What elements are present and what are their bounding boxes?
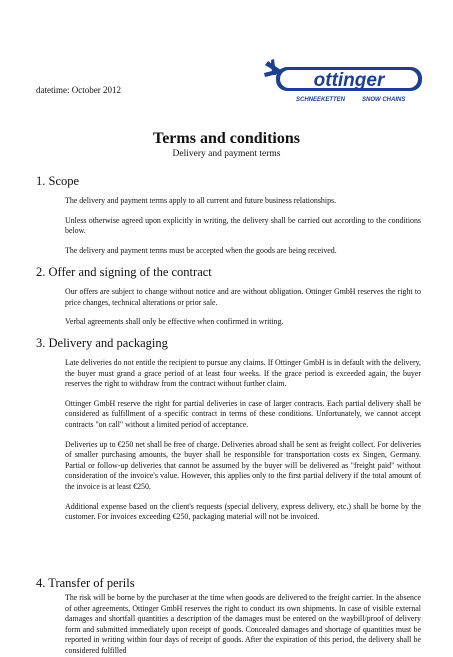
paragraph: Unless otherwise agreed upon explicitly in writing, the delivery shall be carried out according to the conditions below. [65, 215, 421, 236]
section-heading: 1. Scope [36, 174, 80, 188]
document-subtitle: Delivery and payment terms [172, 149, 281, 159]
datetime-line: datetime: October 2012 [36, 85, 121, 95]
document-title: Terms and conditions [153, 130, 300, 147]
paragraph: Late deliveries do not entitle the recipient to pursue any claims. If Ottinger GmbH is in default with the delivery, the buyer must grand a grace period of at least four weeks. If the grace period is exceeded again, the buyer reserves the right to withdraw from the contract without further claim. [65, 358, 421, 389]
section-heading: 2. Offer and signing of the contract [36, 265, 212, 279]
paragraph: The delivery and payment terms apply to all current and future business relationships. [65, 196, 337, 205]
logo-graphic [262, 57, 422, 105]
paragraph: Verbal agreements shall only be effective when confirmed in writing. [65, 317, 284, 327]
logo-wordmark: ottinger [313, 70, 385, 91]
paragraph: Our offers are subject to change without notice and are without obligation. Ottinger GmbH reserves the right to price changes, technical alterations or prior sale. [65, 287, 421, 307]
paragraph: The delivery and payment terms must be accepted when the goods are being received. [65, 245, 337, 255]
paragraph: The risk will be borne by the purchaser at the time when goods are delivered to the freight carrier. In the absence of other agreements, Ottinger GmbH reserves the right to conduct its own shipments. In case of visible external damages and shortfall quantities a description of the damages must be entered on the waybill/proof of delivery form and submitted immediately upon receipt of goods. Concealed damages and shortage of quantities must be reported in writing within four days of receipt of goods. After the expiration of this period, the delivery shall be considered fulfilled [65, 593, 421, 655]
section-transfer-of-perils [36, 576, 421, 657]
paragraph: Additional expense based on the client's requests (special delivery, express delivery, etc.) shall be borne by the customer. For invoices exceeding €250, packaging material will not be invoiced. [65, 501, 421, 522]
section-scope [36, 174, 421, 265]
paragraph: Deliveries up to €250 net shall be free of charge. Deliveries abroad shall be sent as freight collect. For deliveries of smaller purchasing amounts, the buyer shall be responsible for transportation costs ex Singen, Germany. Partial or follow-up deliveries that cannot be assumed by the buyer will be delivered as "freight paid" without consideration of the invoice's value. However, this applies only to the first partial delivery if the total amount of the invoice is at least €250. [65, 439, 421, 491]
section-heading: 4. Transfer of perils [36, 576, 135, 590]
section-delivery-packaging [36, 336, 421, 532]
ottinger-logo [262, 57, 422, 105]
paragraph: Ottinger GmbH reserve the right for partial deliveries in case of larger contracts. Each partial delivery shall be considered as fulfillment of a specific contract in terms of these conditions. Unfortunately, we cannot accept contracts "on call" without a limited period of acceptance. [65, 398, 421, 429]
logo-tagline-right: SNOW CHAINS [362, 97, 406, 103]
logo-tagline-left: SCHNEEKETTEN [296, 97, 346, 103]
section-heading: 3. Delivery and packaging [36, 336, 168, 350]
section-offer-contract [36, 265, 421, 337]
